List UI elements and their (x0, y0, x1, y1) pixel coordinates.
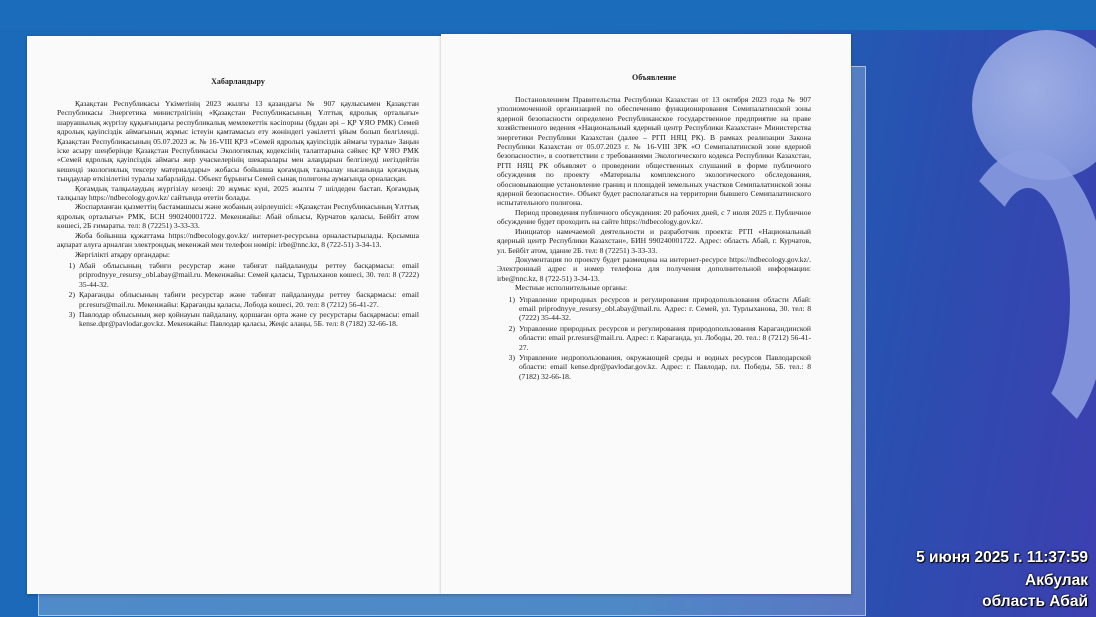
list-text: Управление недропользования, окружающей среды и водных ресурсов Павлодарской области: email kense.dpr@pavlodar.gov.kz. Адрес: г. Павлодар, пл. Победы, 5Б. тел.: 8 (7182) 32-66-18. (519, 352, 811, 381)
list-text: Управление природных ресурсов и регулирования природопользования области Абай: email priprodnyye_resursy_obl.abay@mail.ru. Адрес: г. Семей, ул. Турлыханова, 30. тел: 8 (7222) 35-44-32. (519, 294, 811, 323)
paragraph: Жоба бойынша құжаттама https://ndbecology.gov.kz/ интернет-ресурсына орналастырылады. Қосымша ақпарат алуға арналған электрондық мекенжай мен телефон нөмірі: irbe@nnc.kz, 8 (722-51) 3-34-13. (57, 230, 419, 250)
paragraph: Жоспарланған қызметтің бастамашысы және жобаның әзірлеушісі: «Қазақстан Республикасының Ұлттық ядролық орталығы» РМК, БСН 990240001722. Мекенжайы: Абай облысы, Курчатов қаласы, Бейбіт атом көшесі, 2Б ғимараты. тел: 8 (72251) 3-33-33. (57, 202, 419, 231)
agencies-list (497, 295, 811, 382)
list-number: 2) (68, 290, 75, 300)
list-item (57, 310, 419, 329)
list-item (497, 324, 811, 352)
announcement-russian (441, 34, 851, 594)
list-number: 1) (68, 260, 75, 270)
timestamp-city: Акбулак (1025, 572, 1088, 589)
list-text: Управление природных ресурсов и регулирования природопользования Карагандинской области: email pr.resurs@mail.ru. Адрес: г. Караганда, ул. Лободы, 20. тел.: 8 (7212) 56-41-27. (519, 323, 811, 352)
list-item (497, 353, 811, 381)
paragraph: Жергілікті атқару органдары: (75, 249, 170, 259)
paragraph: Документация по проекту будет размещена на интернет-ресурсе https://ndbecology.gov.kz/. Электронный адрес и номер телефона для получения дополнительной информации: irbe@nnc.kz, 8 (722-51) 3-34-13. (497, 254, 811, 283)
agencies-list (57, 261, 419, 329)
doc-title: Хабарландыру (211, 77, 265, 86)
doc-title: Объявление (631, 73, 677, 82)
list-item (497, 295, 811, 323)
list-number: 1) (508, 294, 515, 304)
paragraph: Инициатор намечаемой деятельности и разработчик проекта: РГП «Национальный ядерный центр Республики Казахстан», БИН 990240001722. Адрес: область Абай, г. Курчатов, ул. Бейбіт атом, здание 2Б. тел: 8 (72251) 3-33-33. (497, 226, 811, 255)
list-item (57, 290, 419, 309)
timestamp-region: область Абай (982, 593, 1088, 610)
list-number: 2) (508, 323, 515, 333)
paragraph: Постановлением Правительства Республики Казахстан от 13 октября 2023 года № 907 уполномоченной организацией по обеспечению функционирования Семипалатинской зоны ядерной безопасности определено Республиканское государственное предприятие на праве хозяйственного ведения «Национальный ядерный центр Республики Казахстан» Министерства энергетики Республики Казахстан (далее – РГП НЯЦ РК). В рамках реализации Закона Республики Казахстан от 05.07.2023 г. № 16-VIII ЗРК «О Семипалатинской зоне ядерной безопасности», в соответствии с требованиями Экологического кодекса Республики Казахстан, РГП НЯЦ РК объявляет о проведении общественных слушаний в форме публичного обсуждения по проекту «Материалы комплексного экологического обследования, обосновывающие установление границ и площадей земельных участков Семипалатинской зоны ядерной безопасности». Объект будет располагаться на территории бывшего Семипалатинского испытательного полигона. (497, 95, 811, 208)
timestamp-datetime: 5 июня 2025 г. 11:37:59 (916, 549, 1088, 566)
list-number: 3) (508, 352, 515, 362)
board-top-stripe (0, 0, 1096, 30)
announcement-kazakh (27, 36, 441, 594)
paragraph: Период проведения публичного обсуждения: 20 рабочих дней, с 7 июля 2025 г. Публичное обсуждение будет проходить на сайте https://ndbecology.gov.kz/. (497, 207, 811, 227)
list-text: Қарағанды облысының табиғи ресурстар және табиғат пайдалануды реттеу басқармасы: email pr.resurs@mail.ru. Мекенжайы: Қарағанды қаласы, Лобода көшесі, 20. тел: 8 (7212) 56-41-27. (79, 290, 419, 309)
paragraph: Местные исполнительные органы: (515, 283, 628, 293)
doc-body (497, 95, 811, 293)
list-text: Абай облысының табиғи ресурстар және табиғат пайдалануды реттеу басқармасы: email priprodnyye_resursy_obl.abay@mail.ru. Мекенжайы: Семей қаласы, Тұрлыханов көшесі, 30. тел: 8 (7222) 35-44-32. (79, 260, 419, 289)
list-item (57, 261, 419, 289)
decorative-curve (948, 150, 1096, 450)
list-text: Павлодар облысының жер қойнауын пайдалану, қоршаған орта және су ресурстары басқармасы: email kense.dpr@pavlodar.gov.kz. Мекенжайы: Павлодар қаласы, Жеңіс алаңы, 5Б. тел: 8 (7182) 32-66-18. (79, 309, 419, 329)
doc-body (57, 99, 419, 259)
paragraph: Қазақстан Республикасы Үкіметінің 2023 жылғы 13 қазандағы № 907 қаулысымен Қазақстан Республикасы Энергетика министрлігінің «Қазақстан Республикасының Ұлттық ядролық орталығы» шаруашылық жүргізу құқығындағы республикалық мемлекеттік кәсіпорны (бұдан әрі – ҚР ҰЯО РМК) Семей ядролық қауіпсіздік аймағының жұмыс істеуін қамтамасыз ету жөніндегі уәкілетті ұйым болып белгіленді. Қазақстан Республикасының 05.07.2023 ж. № 16-VIII ҚРЗ «Семей ядролық қауіпсіздік аймағы туралы» Заңын іске асыру шеңберінде Қазақстан Республикасы Экологиялық кодексінің талаптарына сәйкес ҚР ҰЯО РМК «Семей ядролық қауіпсіздік аймағы жер учаскелерінің шекаралары мен алаңдарын белгілеуді негіздейтін кешенді экологиялық тексеру материалдары» жобасы бойынша қоғамдық талқылау нысанында қоғамдық тыңдаулар өткізілетіні туралы хабарлайды. Объект бұрынғы Семей сынақ полигоны аумағында орналасқан. (57, 99, 419, 184)
list-number: 3) (68, 309, 75, 319)
paragraph: Қоғамдық талқылаудың жүргізілу кезеңі: 20 жұмыс күні, 2025 жылғы 7 шілдеден бастап. Қоғамдық талқылау https://ndbecology.gov.kz/ сайтында өтетін болады. (57, 183, 419, 203)
